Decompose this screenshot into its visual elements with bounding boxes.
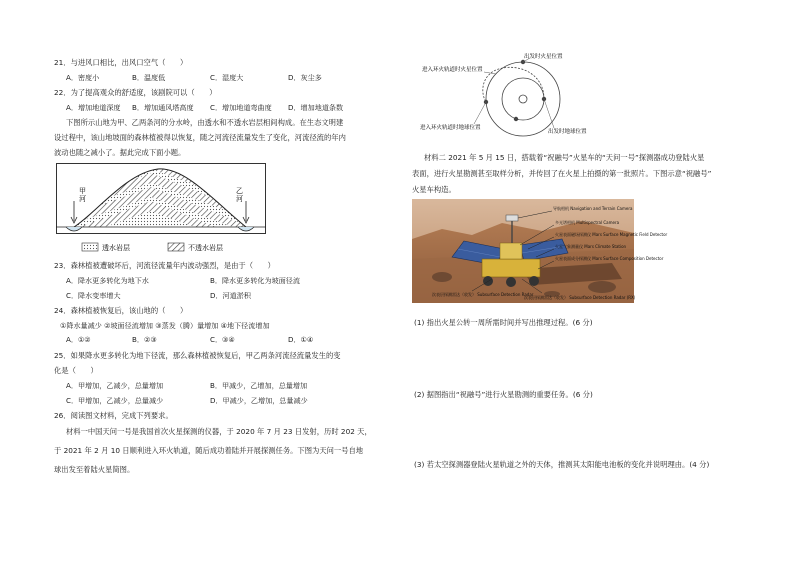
wheel-icon — [506, 277, 516, 287]
callout-subsurface-radar: 次表层探测雷达（收发） Subsurface Detection Radar — [432, 292, 534, 297]
navigation-camera-icon — [506, 215, 518, 221]
wheel-icon — [529, 276, 539, 286]
question-25-option-c[interactable]: C．甲增加，乙减少，总量减少 — [66, 396, 164, 405]
label-enter-orbit-earth: 进入环火轨道时地球位置 — [420, 125, 481, 131]
river-b-label-2: 河 — [236, 195, 243, 203]
question-22-option-b[interactable]: B．增加通风塔高度 — [132, 103, 194, 112]
sun-icon — [519, 95, 527, 103]
material-2-line-2: 表面，进行火星勘测甚至取样分析，并传回了在火星上拍摄的第一批照片。下图示意“祝融号” — [412, 169, 712, 178]
question-26-2: (2) 据图指出“祝融号”进行火星勘测的重要任务。(6 分) — [414, 390, 593, 399]
question-25-stem-line-2: 化是（ ） — [54, 366, 98, 375]
material-1-line-3: 球出发至着陆火星简图。 — [54, 465, 135, 474]
label-depart-earth: 出发时地球位置 — [548, 129, 587, 135]
question-22-option-a[interactable]: A．增加地道深度 — [66, 103, 121, 112]
question-24-option-d[interactable]: D．①④ — [288, 335, 314, 344]
legend-impermeable-swatch — [168, 243, 184, 251]
watershed-cross-section-figure — [56, 163, 266, 265]
question-26-3: (3) 若太空探测器登陆火星轨道之外的天体，推测其太阳能电池板的变化并说明理由。(4 分) — [414, 460, 710, 469]
question-22-option-d[interactable]: D．增加地道条数 — [288, 103, 344, 112]
intro-line-2: 设过程中，该山地坡面的森林植被得以恢复，随之河流径流量发生了变化，河流径流的年内 — [54, 133, 346, 142]
callout-magnetic-field-detector: 火星表面磁场探测仪 Mars Surface Magnetic Field Detector — [555, 232, 668, 237]
label-depart-mars: 出发时火星位置 — [524, 54, 563, 60]
rover-body — [482, 259, 540, 277]
question-23-option-c[interactable]: C．降水变率增大 — [66, 291, 121, 300]
material-2-line-1: 材料二 2021 年 5 月 15 日，搭载着“祝融号”火星车的“天问一号”探测器成功登陆火星 — [424, 153, 705, 162]
question-21-option-c[interactable]: C．湿度大 — [210, 73, 244, 82]
intro-line-1: 下图所示山地为甲、乙两条河的分水岭，由透水和不透水岩层相间构成。在生态文明建 — [66, 118, 344, 127]
question-23-option-b[interactable]: B．降水更多转化为坡面径流 — [210, 276, 300, 285]
earth-arrive-position — [514, 117, 518, 121]
question-25-option-d[interactable]: D．甲减少，乙增加，总量减少 — [210, 396, 308, 405]
zhurong-rover-image — [412, 199, 668, 303]
river-a-label-1: 甲 — [79, 187, 86, 195]
question-26-1: (1) 指出火星公转一周所需时间并写出推理过程。(6 分) — [414, 318, 593, 327]
question-24-stem: 24．森林植被恢复后，该山地的（ ） — [54, 306, 188, 315]
question-22-stem: 22．为了提高观众的舒适度，该剧院可以（ ） — [54, 88, 217, 97]
legend-permeable-label: 透水岩层 — [102, 244, 130, 252]
question-23-option-d[interactable]: D．河道淤积 — [210, 291, 251, 300]
legend-permeable-swatch — [82, 243, 98, 251]
wheel-icon — [483, 276, 493, 286]
callout-subsurface-radar-rx: 次表层探测雷达（收发） Subsurface Detection Radar (RX) — [524, 295, 636, 300]
material-1-line-2: 于 2021 年 2 月 10 日顺利进入环火轨道，随后成功着陆并开展探测任务。下图为天问一号自地 — [54, 446, 364, 455]
question-25-option-b[interactable]: B．甲减少，乙增加，总量增加 — [210, 381, 308, 390]
question-21-option-a[interactable]: A．密度小 — [66, 73, 100, 82]
question-24-option-b[interactable]: B．②③ — [132, 335, 157, 344]
question-21-stem: 21．与进风口相比，出风口空气（ ） — [54, 58, 188, 67]
callout-multispectral-camera: 多光谱相机 Multispectral Camera — [555, 220, 620, 225]
question-21-option-d[interactable]: D．灰尘多 — [288, 73, 322, 82]
question-26-stem: 26．阅读图文材料，完成下列要求。 — [54, 411, 173, 420]
question-24-option-c[interactable]: C．③④ — [210, 335, 235, 344]
legend-impermeable-label: 不透水岩层 — [188, 244, 223, 252]
river-b-label-1: 乙 — [236, 187, 243, 195]
label-enter-orbit-mars: 进入环火轨道时火星位置 — [422, 67, 483, 73]
question-25-stem-line-1: 25．如果降水更多转化为地下径流，那么森林植被恢复后，甲乙两条河流径流量发生的变 — [54, 351, 341, 360]
intro-line-3: 波动也随之减小了。据此完成下面小题。 — [54, 148, 186, 157]
earth-mars-transfer-orbit-diagram — [420, 52, 600, 142]
callout-climate-station: 火星气象测量仪 Mars Climate Station — [555, 244, 627, 249]
callout-composition-detector: 火星表面成分探测仪 Mars Surface Composition Detector — [555, 256, 664, 261]
question-25-option-a[interactable]: A．甲增加，乙减少，总量增加 — [66, 381, 164, 390]
callout-navigation-camera: 导航相机 Navigation and Terrain Camera — [553, 206, 633, 211]
question-24-option-a[interactable]: A．①② — [66, 335, 91, 344]
question-21-option-b[interactable]: B．温度低 — [132, 73, 166, 82]
question-24-statements: ①降水量减少 ②坡面径流增加 ③蒸发（腾）量增加 ④地下径流增加 — [60, 321, 270, 330]
material-1-line-1: 材料一中国天问一号是我国首次火星探测的仪器，于 2020 年 7 月 23 日发射，历时 202 天， — [66, 427, 372, 436]
question-23-option-a[interactable]: A．降水更多转化为地下水 — [66, 276, 149, 285]
question-23-stem: 23．森林植被遭破坏后，河流径流量年内波动强烈，是由于（ ） — [54, 261, 275, 270]
question-22-option-c[interactable]: C．增加地道弯曲度 — [210, 103, 272, 112]
river-a-label-2: 河 — [79, 195, 86, 203]
material-2-line-3: 火星车构造。 — [412, 185, 456, 194]
